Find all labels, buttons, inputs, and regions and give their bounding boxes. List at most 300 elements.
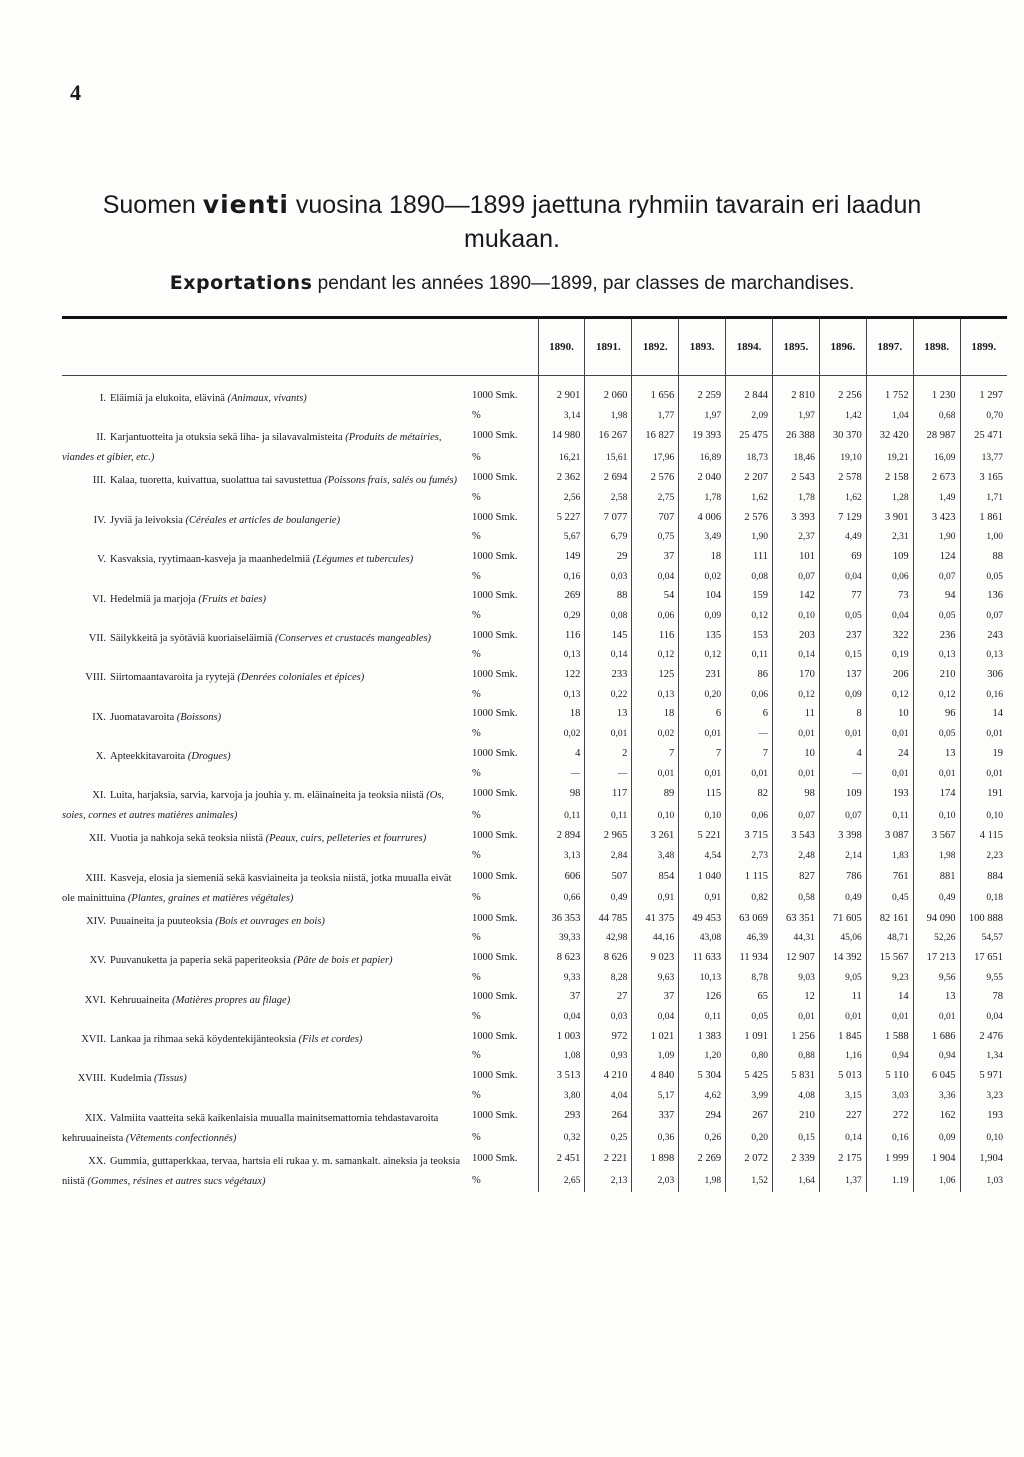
- pct-cell: 0,12: [657, 650, 675, 661]
- pct-cell-wrap: [819, 1007, 866, 1027]
- pct-cell-wrap: [772, 724, 819, 744]
- value-cell: 101: [772, 547, 819, 567]
- pct-cell-wrap: [960, 724, 1007, 744]
- unit-pct-label: %: [472, 688, 481, 700]
- unit-pct-label: %: [472, 531, 481, 543]
- table-row: [62, 1149, 1007, 1171]
- value-cell: 1 656: [632, 386, 679, 406]
- pct-cell: 1,64: [798, 1175, 815, 1186]
- pct-cell: 1,52: [751, 1175, 768, 1186]
- pct-cell-wrap: [585, 887, 632, 909]
- pct-cell: 3,13: [563, 850, 581, 861]
- pct-cell: 0,01: [938, 1012, 956, 1023]
- pct-cell: 0,10: [986, 810, 1003, 821]
- pct-cell: 0,10: [798, 611, 815, 622]
- pct-cell: 0,82: [751, 893, 768, 903]
- value-cell: 17 213: [913, 948, 960, 968]
- table-row: [62, 468, 1007, 488]
- pct-cell: 1,78: [798, 492, 815, 503]
- unit-pct-label: %: [472, 1050, 481, 1062]
- pct-cell: 0,20: [704, 689, 722, 700]
- pct-cell-wrap: [960, 1007, 1007, 1027]
- group-name-fi: Kasvaksia, ryytimaan-kasveja ja maanhedelmiä: [110, 554, 311, 566]
- year-header: 1891.: [585, 319, 632, 376]
- unit-pct-label: %: [472, 649, 481, 661]
- value-cell: 306: [960, 665, 1007, 685]
- pct-cell: 3,48: [657, 850, 675, 861]
- table-row: [62, 665, 1007, 685]
- pct-cell-wrap: [960, 488, 1007, 508]
- pct-cell-wrap: [538, 1086, 585, 1106]
- value-cell: 135: [679, 626, 726, 646]
- value-cell: 2 339: [772, 1149, 819, 1171]
- pct-cell: 9,05: [845, 972, 862, 983]
- pct-cell: 39,33: [559, 933, 581, 944]
- unit-value-label: 1000 Smk.: [472, 708, 518, 720]
- value-cell: 10: [772, 744, 819, 764]
- pct-cell: —: [758, 729, 768, 740]
- value-cell: 6: [679, 705, 726, 725]
- value-cell: 6: [726, 705, 773, 725]
- value-cell: 65: [726, 988, 773, 1008]
- header-unit: [468, 319, 538, 376]
- pct-cell: 0,01: [892, 768, 909, 779]
- pct-cell-wrap: [679, 928, 726, 948]
- unit-pct-label: %: [472, 932, 481, 944]
- group-name-fr: (Peaux, cuirs, pelleteries et fourrures): [265, 833, 427, 845]
- pct-cell: 1,09: [657, 1051, 675, 1062]
- pct-cell-wrap: [726, 846, 773, 866]
- pct-cell: 0,10: [938, 810, 956, 821]
- pct-cell: 0,25: [610, 1132, 628, 1143]
- pct-cell-wrap: [819, 1047, 866, 1067]
- pct-cell-wrap: [679, 846, 726, 866]
- pct-cell: 0,12: [751, 611, 768, 622]
- pct-cell: 44,31: [793, 933, 815, 944]
- pct-cell-wrap: [632, 1170, 679, 1192]
- value-cell: 78: [960, 988, 1007, 1008]
- year-header: 1899.: [960, 319, 1007, 376]
- pct-cell: 0,14: [845, 1132, 862, 1143]
- pct-cell: 1,49: [938, 492, 956, 503]
- group-name-fi: Jyviä ja leivoksia: [110, 514, 183, 526]
- pct-cell-wrap: [679, 968, 726, 988]
- pct-cell-wrap: [726, 928, 773, 948]
- value-cell: 1 040: [679, 866, 726, 888]
- value-cell: 193: [960, 1106, 1007, 1128]
- export-table: [62, 316, 1007, 1192]
- value-cell: 9 023: [632, 948, 679, 968]
- value-cell: 3 901: [866, 508, 913, 528]
- group-number: XVIII.: [77, 1073, 106, 1085]
- pct-cell: 0,22: [610, 689, 628, 700]
- pct-cell-wrap: [913, 724, 960, 744]
- pct-cell: 0,12: [938, 689, 956, 700]
- pct-cell-wrap: [772, 1170, 819, 1192]
- pct-cell-wrap: [632, 606, 679, 626]
- pct-cell-wrap: [819, 406, 866, 426]
- pct-cell-wrap: [632, 527, 679, 547]
- pct-cell: 0,16: [892, 1132, 909, 1143]
- value-cell: 7 129: [819, 508, 866, 528]
- value-cell: 5 425: [726, 1066, 773, 1086]
- value-cell: 10: [866, 705, 913, 725]
- pct-cell-wrap: [726, 606, 773, 626]
- pct-cell: 0,05: [938, 729, 956, 740]
- unit-pct-label: %: [472, 610, 481, 622]
- pct-cell: 0,45: [892, 893, 909, 903]
- pct-cell: 1,28: [892, 492, 909, 503]
- header-row: [62, 319, 1007, 376]
- subtitle-post: pendant les années 1890—1899, par classes de marchandises.: [312, 273, 855, 294]
- pct-cell: 6,79: [610, 532, 628, 543]
- value-cell: 8 623: [538, 948, 585, 968]
- value-cell: 2 965: [585, 826, 632, 846]
- pct-cell-wrap: [913, 1047, 960, 1067]
- pct-cell: 3,49: [704, 532, 722, 543]
- table-row: [62, 826, 1007, 846]
- value-cell: 37: [632, 547, 679, 567]
- pct-cell: 1,97: [798, 410, 815, 421]
- pct-cell-wrap: [913, 406, 960, 426]
- pct-cell: 0,06: [751, 810, 768, 821]
- value-cell: 145: [585, 626, 632, 646]
- pct-cell-wrap: [960, 527, 1007, 547]
- pct-cell: 2,56: [563, 492, 581, 503]
- value-cell: 294: [679, 1106, 726, 1128]
- value-cell: 5 831: [772, 1066, 819, 1086]
- value-cell: 32 420: [866, 425, 913, 447]
- group-description: [62, 948, 468, 987]
- pct-cell-wrap: [726, 724, 773, 744]
- pct-cell: 2,58: [610, 492, 628, 503]
- pct-cell-wrap: [913, 527, 960, 547]
- pct-cell: 1,98: [704, 1175, 722, 1186]
- value-cell: 2 543: [772, 468, 819, 488]
- pct-cell: 19,10: [840, 452, 862, 463]
- pct-cell: 0,04: [892, 611, 909, 622]
- value-cell: 1 752: [866, 386, 913, 406]
- pct-cell-wrap: [819, 646, 866, 666]
- group-name-fr: (Pâte de bois et papier): [293, 955, 393, 967]
- pct-cell-wrap: [585, 1007, 632, 1027]
- pct-cell-wrap: [538, 928, 585, 948]
- value-cell: 49 453: [679, 909, 726, 929]
- pct-cell-wrap: [538, 527, 585, 547]
- value-cell: 2 576: [726, 508, 773, 528]
- pct-cell-wrap: [585, 406, 632, 426]
- value-cell: 193: [866, 783, 913, 805]
- value-cell: 174: [913, 783, 960, 805]
- pct-cell: 1,83: [892, 850, 909, 861]
- value-cell: 13: [585, 705, 632, 725]
- value-cell: 124: [913, 547, 960, 567]
- group-name-fr: (Tissus): [154, 1073, 187, 1085]
- value-cell: 11 633: [679, 948, 726, 968]
- value-cell: 18: [632, 705, 679, 725]
- pct-cell-wrap: [772, 928, 819, 948]
- pct-cell-wrap: [585, 447, 632, 469]
- value-cell: 203: [772, 626, 819, 646]
- value-cell: 2 576: [632, 468, 679, 488]
- value-cell: 2 362: [538, 468, 585, 488]
- group-number: X.: [95, 751, 106, 762]
- pct-cell-wrap: [679, 1086, 726, 1106]
- pct-cell: 1,98: [938, 850, 956, 861]
- pct-cell: 0,03: [610, 571, 628, 582]
- unit-value-label: 1000 Smk.: [472, 830, 518, 842]
- pct-cell-wrap: [632, 764, 679, 784]
- pct-cell-wrap: [726, 567, 773, 587]
- group-number: XX.: [88, 1155, 106, 1167]
- value-cell: 972: [585, 1027, 632, 1047]
- unit-value-label: 1000 Smk.: [472, 912, 518, 924]
- pct-cell-wrap: [960, 567, 1007, 587]
- value-cell: 210: [772, 1106, 819, 1128]
- pct-cell: 2,14: [845, 850, 862, 861]
- value-cell: 1,904: [960, 1149, 1007, 1171]
- pct-cell-wrap: [538, 846, 585, 866]
- value-cell: 5 971: [960, 1066, 1007, 1086]
- pct-cell-wrap: [632, 968, 679, 988]
- value-cell: 293: [538, 1106, 585, 1128]
- value-cell: 54: [632, 587, 679, 607]
- group-name-fr: (Matières propres au filage): [172, 994, 291, 1006]
- table-row: [62, 1027, 1007, 1047]
- group-description: [62, 783, 468, 826]
- value-cell: 2 175: [819, 1149, 866, 1171]
- value-cell: 11 934: [726, 948, 773, 968]
- pct-cell: 0,20: [751, 1132, 768, 1143]
- unit-pct-label: %: [472, 1011, 481, 1023]
- value-cell: 2 673: [913, 468, 960, 488]
- value-cell: 27: [585, 988, 632, 1008]
- pct-cell: 0,13: [657, 689, 675, 700]
- value-cell: 3 715: [726, 826, 773, 846]
- pct-cell-wrap: [913, 1170, 960, 1192]
- value-cell: 4: [538, 744, 585, 764]
- value-cell: 337: [632, 1106, 679, 1128]
- pct-cell: 0,07: [798, 571, 815, 582]
- pct-cell-wrap: [585, 488, 632, 508]
- pct-cell: 1,62: [751, 492, 768, 503]
- pct-cell: 0,91: [704, 893, 722, 903]
- pct-cell-wrap: [960, 805, 1007, 827]
- group-name-fr: (Vêtements confectionnés): [125, 1132, 237, 1144]
- pct-cell: 45,06: [840, 933, 862, 944]
- group-name-fi: Karjantuotteita ja otuksia sekä liha- ja silavavalmisteita: [110, 432, 343, 444]
- value-cell: 1 861: [960, 508, 1007, 528]
- title-pre: Suomen: [102, 191, 203, 219]
- pct-cell-wrap: [679, 527, 726, 547]
- value-cell: 2 060: [585, 386, 632, 406]
- pct-cell: 3,15: [845, 1090, 862, 1101]
- pct-cell: 54,57: [981, 933, 1003, 944]
- value-cell: 44 785: [585, 909, 632, 929]
- value-cell: 100 888: [960, 909, 1007, 929]
- group-description: [62, 425, 468, 468]
- pct-cell: 8,28: [610, 972, 628, 983]
- pct-cell: 1,77: [657, 410, 675, 421]
- pct-cell-wrap: [679, 887, 726, 909]
- pct-cell: 0,04: [563, 1012, 581, 1023]
- pct-cell: 0,11: [704, 1012, 722, 1023]
- group-name-fr: (Légumes et tubercules): [312, 554, 414, 566]
- pct-cell-wrap: [538, 724, 585, 744]
- pct-cell: 0,19: [892, 650, 909, 661]
- pct-cell: 0,09: [845, 689, 862, 700]
- value-cell: 269: [538, 587, 585, 607]
- value-cell: 109: [819, 783, 866, 805]
- pct-cell-wrap: [866, 527, 913, 547]
- pct-cell-wrap: [960, 887, 1007, 909]
- value-cell: 1 904: [913, 1149, 960, 1171]
- value-cell: 7: [632, 744, 679, 764]
- pct-cell-wrap: [819, 567, 866, 587]
- value-cell: 707: [632, 508, 679, 528]
- pct-cell: 1,90: [938, 532, 956, 543]
- pct-cell: 2,48: [798, 850, 815, 861]
- value-cell: 2 451: [538, 1149, 585, 1171]
- pct-cell-wrap: [632, 846, 679, 866]
- value-cell: 2 158: [866, 468, 913, 488]
- pct-cell: 43,08: [699, 933, 722, 944]
- value-cell: 7: [726, 744, 773, 764]
- pct-cell: 46,39: [746, 933, 768, 944]
- value-cell: 18: [538, 705, 585, 725]
- unit-value-label: 1000 Smk.: [472, 590, 518, 602]
- pct-cell: 0,01: [845, 729, 862, 740]
- pct-cell: 0,01: [798, 729, 815, 740]
- group-number: XIV.: [86, 915, 106, 927]
- value-cell: 233: [585, 665, 632, 685]
- group-number: XIII.: [85, 872, 106, 884]
- value-cell: 2 901: [538, 386, 585, 406]
- pct-cell-wrap: [726, 805, 773, 827]
- group-name-fr: (Denrées coloniales et épices): [237, 672, 365, 684]
- pct-cell-wrap: [585, 846, 632, 866]
- unit-pct-label: %: [472, 409, 481, 421]
- pct-cell-wrap: [866, 764, 913, 784]
- value-cell: 116: [538, 626, 585, 646]
- unit-pct-label: %: [472, 491, 481, 503]
- pct-cell: —: [852, 768, 862, 779]
- value-cell: 8 626: [585, 948, 632, 968]
- pct-cell-wrap: [819, 527, 866, 547]
- value-cell: 7: [679, 744, 726, 764]
- pct-cell: 0,01: [892, 1012, 909, 1023]
- value-cell: 25 471: [960, 425, 1007, 447]
- pct-cell: 0,01: [986, 768, 1003, 779]
- table-body: [62, 386, 1007, 1192]
- group-description: [62, 587, 468, 626]
- pct-cell: 0,14: [798, 650, 815, 661]
- pct-cell-wrap: [585, 928, 632, 948]
- table-row: [62, 866, 1007, 888]
- table-row: [62, 1106, 1007, 1128]
- unit-value-label: 1000 Smk.: [472, 1153, 518, 1165]
- group-number: VIII.: [85, 672, 106, 684]
- value-cell: 73: [866, 587, 913, 607]
- pct-cell-wrap: [772, 1127, 819, 1149]
- pct-cell-wrap: [913, 567, 960, 587]
- group-name-fr: (Drogues): [187, 751, 231, 762]
- pct-cell-wrap: [538, 406, 585, 426]
- group-number: XII.: [88, 833, 106, 845]
- group-name-fi: Puuaineita ja puuteoksia: [110, 915, 213, 927]
- pct-cell: 48,71: [887, 933, 909, 944]
- group-number: II.: [96, 432, 106, 444]
- pct-cell-wrap: [632, 887, 679, 909]
- pct-cell-wrap: [772, 488, 819, 508]
- value-cell: 117: [585, 783, 632, 805]
- group-name-fr: (Céréales et articles de boulangerie): [185, 514, 341, 526]
- value-cell: 96: [913, 705, 960, 725]
- pct-cell: 0,01: [751, 768, 768, 779]
- value-cell: 1 686: [913, 1027, 960, 1047]
- title-post: vuosina 1890—1899 jaettuna ryhmiin tavarain eri laadun mukaan.: [288, 191, 922, 253]
- pct-cell: 0,36: [657, 1132, 675, 1143]
- value-cell: 1 230: [913, 386, 960, 406]
- pct-cell: 5,17: [657, 1090, 675, 1101]
- pct-cell-wrap: [679, 685, 726, 705]
- pct-cell-wrap: [585, 1086, 632, 1106]
- pct-cell: 2,09: [751, 410, 768, 421]
- value-cell: 109: [866, 547, 913, 567]
- pct-cell: 0,12: [798, 689, 815, 700]
- group-description: [62, 626, 468, 665]
- pct-cell-wrap: [960, 1170, 1007, 1192]
- page-subtitle: [60, 272, 964, 295]
- value-cell: 1 256: [772, 1027, 819, 1047]
- unit-value-label: 1000 Smk.: [472, 511, 518, 523]
- value-cell: 1 091: [726, 1027, 773, 1047]
- group-name-fr: (Os, soies, cornes et autres matières animales): [62, 790, 445, 822]
- pct-cell-wrap: [538, 606, 585, 626]
- value-cell: 1 845: [819, 1027, 866, 1047]
- pct-cell-wrap: [819, 488, 866, 508]
- value-cell: 26 388: [772, 425, 819, 447]
- unit-pct-label: %: [472, 1174, 481, 1186]
- pct-cell-wrap: [772, 968, 819, 988]
- value-cell: 94 090: [913, 909, 960, 929]
- group-name-fr: (Produits de métairies, viandes et gibier, etc.): [62, 432, 442, 464]
- value-cell: 2 207: [726, 468, 773, 488]
- pct-cell-wrap: [632, 928, 679, 948]
- group-description: [62, 744, 468, 783]
- unit-value-label: 1000 Smk.: [472, 629, 518, 641]
- group-name-fr: (Poissons frais, salés ou fumés): [324, 475, 458, 487]
- pct-cell: 0,11: [564, 810, 581, 821]
- pct-cell: 0,05: [986, 571, 1003, 582]
- pct-cell: 0,13: [563, 650, 581, 661]
- pct-cell: 0,07: [938, 571, 956, 582]
- pct-cell-wrap: [819, 887, 866, 909]
- pct-cell-wrap: [819, 606, 866, 626]
- value-cell: 159: [726, 587, 773, 607]
- value-cell: 1 588: [866, 1027, 913, 1047]
- pct-cell-wrap: [819, 764, 866, 784]
- pct-cell: 0,01: [986, 729, 1003, 740]
- pct-cell-wrap: [585, 968, 632, 988]
- pct-cell-wrap: [819, 1086, 866, 1106]
- group-name-fi: Lankaa ja rihmaa sekä köydentekijänteoksia: [110, 1033, 297, 1045]
- group-name-fi: Puuvanuketta ja paperia sekä paperiteoksia: [110, 955, 291, 967]
- group-number: XVI.: [84, 994, 106, 1006]
- pct-cell: 0,01: [704, 768, 722, 779]
- value-cell: 2 259: [679, 386, 726, 406]
- pct-cell: 1,08: [563, 1051, 581, 1062]
